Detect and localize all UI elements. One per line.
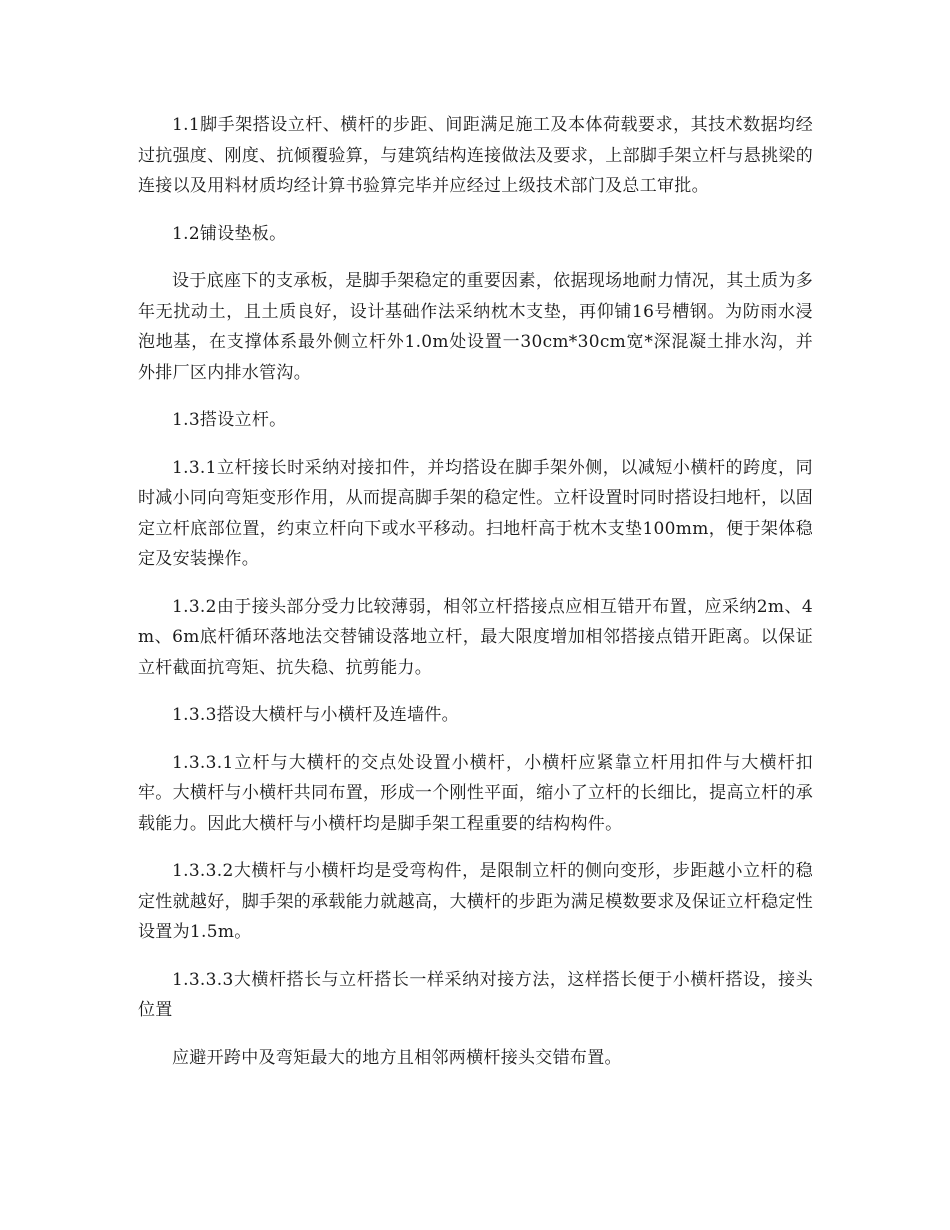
paragraph-1-3-3-1: 1.3.3.1立杆与大横杆的交点处设置小横杆，小横杆应紧靠立杆用扣件与大横杆扣牢。大横杆与小横杆共同布置，形成一个刚性平面，缩小了立杆的长细比，提高立杆的承载能力。因此大横杆与小横杆均是脚手架工程重要的结构构件。 xyxy=(138,752,813,834)
paragraph-joint-position: 应避开跨中及弯矩最大的地方且相邻两横杆接头交错布置。 xyxy=(172,1047,622,1068)
paragraph-1-3-1: 1.3.1立杆接长时采纳对接扣件，并均搭设在脚手架外侧，以减短小横杆的跨度，同时减小同向弯矩变形作用，从而提高脚手架的稳定性。立杆设置时同时搭设扫地杆，以固定立杆底部位置，约束立杆向下或水平移动。扫地杆高于枕木支垫100mm，便于架体稳定及安装操作。 xyxy=(138,457,813,569)
heading-1-2: 1.2铺设垫板。 xyxy=(172,223,287,244)
document-page xyxy=(138,110,813,1090)
heading-1-3: 1.3搭设立杆。 xyxy=(172,410,287,430)
heading-1-3-3: 1.3.3搭设大横杆与小横杆及连墙件。 xyxy=(172,705,459,725)
paragraph-1-3-2: 1.3.2由于接头部分受力比较薄弱，相邻立杆搭接点应相互错开布置，应采纳2m、4m、6m底杆循环落地法交替铺设落地立杆，最大限度增加相邻搭接点错开距离。以保证立杆截面抗弯矩、抗失稳、抗剪能力。 xyxy=(138,596,813,678)
paragraph-1-3-3-3: 1.3.3.3大横杆搭长与立杆搭长一样采纳对接方法，这样搭长便于小横杆搭设，接头位置 xyxy=(138,969,813,1020)
paragraph-1-1: 1.1脚手架搭设立杆、横杆的步距、间距满足施工及本体荷载要求，其技术数据均经过抗强度、刚度、抗倾覆验算，与建筑结构连接做法及要求，上部脚手架立杆与悬挑梁的连接以及用料材质均经计算书验算完毕并应经过上级技术部门及总工审批。 xyxy=(138,115,813,196)
paragraph-support-plate: 设于底座下的支承板，是脚手架稳定的重要因素，依据现场地耐力情况，其土质为多年无扰动土，且土质良好，设计基础作法采纳枕木支垫，再仰铺16号槽钢。为防雨水浸泡地基，在支撑体系最外侧立杆外1.0m处设置一30cm*30cm宽*深混凝土排水沟，并外排厂区内排水管沟。 xyxy=(138,271,813,383)
paragraph-1-3-3-2: 1.3.3.2大横杆与小横杆均是受弯构件，是限制立杆的侧向变形，步距越小立杆的稳定性就越好，脚手架的承载能力就越高，大横杆的步距为满足模数要求及保证立杆稳定性设置为1.5m。 xyxy=(138,861,813,942)
